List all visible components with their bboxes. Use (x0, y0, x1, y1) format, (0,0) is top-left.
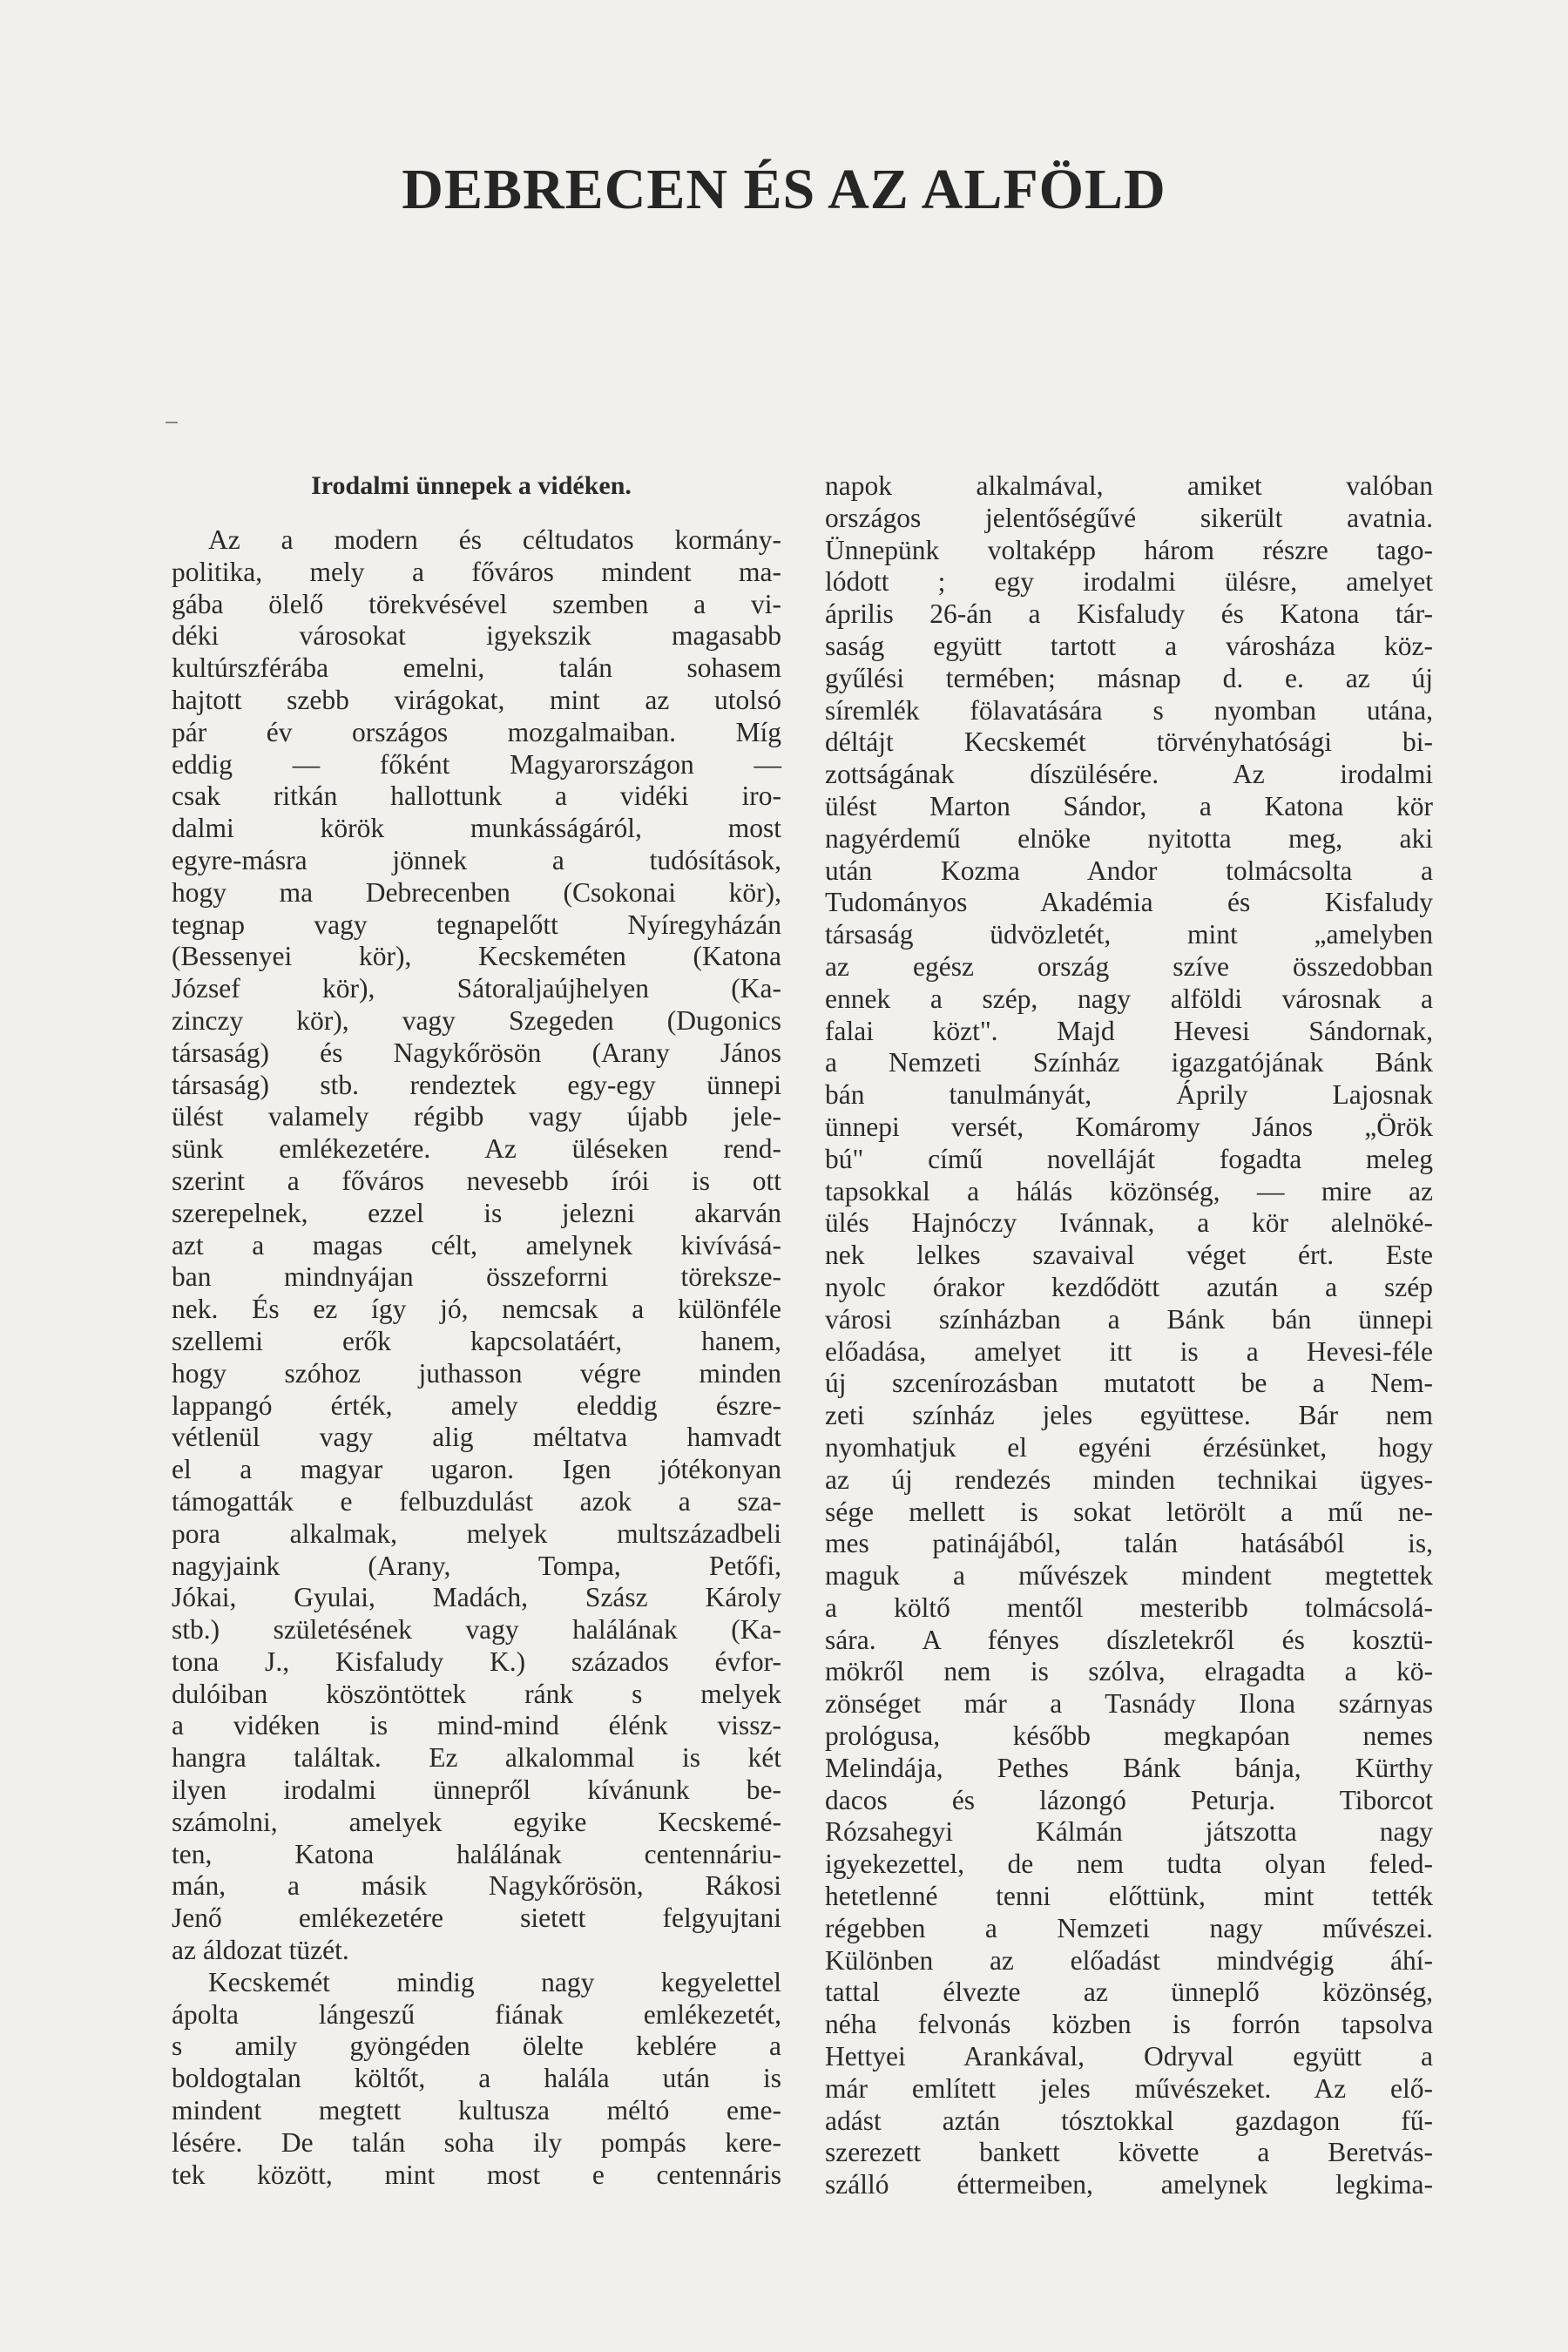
text-line: gába ölelő törekvésével szemben a vi- (172, 588, 781, 619)
text-line: sára. A fényes díszletekről és kosztü- (825, 1624, 1433, 1655)
text-line: szerint a főváros nevesebb írói is ott (172, 1165, 781, 1196)
text-line: adást aztán tósztokkal gazdagon fű- (825, 2105, 1433, 2136)
text-line: falai közt". Majd Hevesi Sándornak, (825, 1015, 1433, 1046)
text-line: dacos és lázongó Peturja. Tiborcot (825, 1784, 1433, 1815)
text-line: Az a modern és céltudatos kormány- (208, 524, 781, 555)
text-line: számolni, amelyek egyike Kecskemé- (172, 1806, 781, 1837)
text-line: társaság üdvözletét, mint „amelyben (825, 919, 1433, 950)
text-line: ülés Hajnóczy Ivánnak, a kör alelnöké- (825, 1207, 1433, 1239)
text-line: Különben az előadást mindvégig áhí- (825, 1944, 1433, 1976)
text-line: vétlenül vagy alig méltatva hamvadt (172, 1422, 781, 1453)
article-column-right (825, 470, 1433, 2201)
text-line: azt a magas célt, amelynek kivívásá- (172, 1229, 781, 1260)
text-line: ülést valamely régibb vagy újabb jele- (172, 1101, 781, 1132)
article-column-left (172, 470, 781, 2191)
text-line: hogy szóhoz juthasson végre minden (172, 1357, 781, 1389)
text-line: támogatták e felbuzdulást azok a sza- (172, 1485, 781, 1517)
text-line: maguk a művészek mindent megtettek (825, 1560, 1433, 1592)
text-line: ilyen irodalmi ünnepről kívánunk be- (172, 1774, 781, 1806)
text-line: Kecskemét mindig nagy kegyelettel (208, 1966, 781, 1997)
text-line: zönséget már a Tasnády Ilona szárnyas (825, 1688, 1433, 1720)
text-line: tek között, mint most e centennáris (172, 2159, 781, 2190)
text-line: mökről nem is szólva, elragadta a kö- (825, 1656, 1433, 1687)
text-line: mán, a másik Nagykőrösön, Rákosi (172, 1870, 781, 1902)
text-line: hangra találtak. Ez alkalommal is két (172, 1742, 781, 1774)
text-line: nyomhatjuk el egyéni érzésünket, hogy (825, 1431, 1433, 1463)
text-line: ünnepi versét, Komáromy János „Örök (825, 1111, 1433, 1142)
text-line: ápolta lángeszű fiának emlékezetét, (172, 1998, 781, 2030)
text-line: zeti színház jeles együttese. Bár nem (825, 1400, 1433, 1431)
text-line: síremlék fölavatására s nyomban utána, (825, 694, 1433, 726)
right-text (825, 470, 1433, 2201)
text-line: az új rendezés minden technikai ügyes- (825, 1463, 1433, 1495)
text-line: ten, Katona halálának centennáriu- (172, 1838, 781, 1869)
text-line: országos jelentőségűvé sikerült avatnia. (825, 502, 1433, 533)
text-line: politika, mely a főváros mindent ma- (172, 556, 781, 587)
text-line: hetetlenné tenni előttünk, mint tették (825, 1881, 1433, 1912)
text-line: pora alkalmak, melyek multszázadbeli (172, 1517, 781, 1549)
text-line: új szcenírozásban mutatott be a Nem- (825, 1368, 1433, 1399)
text-line: déltájt Kecskemét törvényhatósági bi- (825, 727, 1433, 758)
text-line: eddig — főként Magyarországon — (172, 748, 781, 780)
margin-mark (166, 422, 178, 423)
text-line: városi színházban a Bánk bán ünnepi (825, 1303, 1433, 1335)
text-line: prológusa, később megkapóan nemes (825, 1720, 1433, 1752)
text-line: után Kozma Andor tolmácsolta a (825, 855, 1433, 886)
text-line: tapsokkal a hálás közönség, — mire az (825, 1175, 1433, 1206)
text-line: szálló éttermeiben, amelynek legkima- (825, 2169, 1433, 2200)
text-line: tegnap vagy tegnapelőtt Nyíregyházán (172, 909, 781, 940)
text-line: Hettyei Arankával, Odryval együtt a (825, 2041, 1433, 2072)
text-line: igyekezettel, de nem tudta olyan feled- (825, 1848, 1433, 1880)
text-line: előadása, amelyet itt is a Hevesi-féle (825, 1335, 1433, 1367)
text-line: nagyjaink (Arany, Tompa, Petőfi, (172, 1550, 781, 1581)
text-line: társaság) stb. rendeztek egy-egy ünnepi (172, 1069, 781, 1100)
text-line: az egész ország szíve összedobban (825, 950, 1433, 982)
text-line: szerezett bankett követte a Beretvás- (825, 2137, 1433, 2168)
text-line: az áldozat tüzét. (172, 1935, 349, 1966)
text-line: sünk emlékezetére. Az üléseken rend- (172, 1133, 781, 1165)
text-line: tona J., Kisfaludy K.) százados évfor- (172, 1646, 781, 1677)
text-line: ennek a szép, nagy alföldi városnak a (825, 983, 1433, 1014)
text-line: Melindája, Pethes Bánk bánja, Kürthy (825, 1752, 1433, 1783)
text-line: kultúrszférába emelni, talán sohasem (172, 652, 781, 684)
text-line: Ünnepünk voltaképp három részre tago- (825, 534, 1433, 565)
text-line: boldogtalan költőt, a halála után is (172, 2063, 781, 2094)
text-line: s amily gyöngéden ölelte keblére a (172, 2031, 781, 2062)
text-line: nek. És ez így jó, nemcsak a különféle (172, 1294, 781, 1325)
text-line: bán tanulmányát, Áprily Lajosnak (825, 1079, 1433, 1111)
text-line: lódott ; egy irodalmi ülésre, amelyet (825, 566, 1433, 598)
text-line: szerepelnek, ezzel is jelezni akarván (172, 1197, 781, 1228)
text-line: el a magyar ugaron. Igen jótékonyan (172, 1454, 781, 1485)
text-line: ülést Marton Sándor, a Katona kör (825, 790, 1433, 821)
text-line: a vidéken is mind-mind élénk vissz- (172, 1710, 781, 1741)
text-line: egyre-másra jönnek a tudósítások, (172, 844, 781, 875)
text-line: a Nemzeti Színház igazgatójának Bánk (825, 1047, 1433, 1078)
text-line: gyűlési termében; másnap d. e. az új (825, 662, 1433, 693)
text-line: napok alkalmával, amiket valóban (825, 470, 1433, 501)
text-line: zinczy kör), vagy Szegeden (Dugonics (172, 1004, 781, 1036)
text-line: április 26-án a Kisfaludy és Katona tár- (825, 598, 1433, 630)
left-text (172, 524, 781, 2191)
text-line: mindent megtett kultusza méltó eme- (172, 2095, 781, 2126)
text-line: Rózsahegyi Kálmán játszotta nagy (825, 1816, 1433, 1848)
text-line: nek lelkes szavaival véget ért. Este (825, 1240, 1433, 1271)
text-line: pár év országos mozgalmaiban. Míg (172, 716, 781, 747)
text-line: zottságának díszülésére. Az irodalmi (825, 759, 1433, 790)
text-line: ban mindnyájan összeforrni töreksze- (172, 1261, 781, 1293)
text-line: déki városokat igyekszik magasabb (172, 620, 781, 652)
text-line: néha felvonás közben is forrón tapsolva (825, 2009, 1433, 2040)
text-line: lésére. De talán soha ily pompás kere- (172, 2126, 781, 2158)
text-line: nyolc órakor kezdődött azután a szép (825, 1271, 1433, 1302)
text-line: társaság) és Nagykőrösön (Arany János (172, 1037, 781, 1068)
text-line: csak ritkán hallottunk a vidéki iro- (172, 781, 781, 812)
text-line: dulóiban köszöntöttek ránk s melyek (172, 1678, 781, 1709)
text-line: Jenő emlékezetére sietett felgyujtani (172, 1903, 781, 1934)
text-line: hogy ma Debrecenben (Csokonai kör), (172, 876, 781, 908)
section-heading: Irodalmi ünnepek a vidéken. (311, 471, 632, 500)
text-line: mes patinájából, talán hatásából is, (825, 1528, 1433, 1559)
text-line: (Bessenyei kör), Kecskeméten (Katona (172, 941, 781, 972)
text-line: lappangó érték, amely eleddig észre- (172, 1389, 781, 1421)
text-line: szellemi erők kapcsolatáért, hanem, (172, 1325, 781, 1356)
text-line: bú" című novelláját fogadta meleg (825, 1143, 1433, 1174)
text-line: Tudományos Akadémia és Kisfaludy (825, 887, 1433, 918)
text-line: saság együtt tartott a városháza köz- (825, 630, 1433, 661)
text-line: stb.) születésének vagy halálának (Ka- (172, 1614, 781, 1646)
page-title: DEBRECEN ÉS AZ ALFÖLD (402, 158, 1166, 221)
text-line: sége mellett is sokat letörölt a mű ne- (825, 1496, 1433, 1527)
text-line: Jókai, Gyulai, Madách, Szász Károly (172, 1582, 781, 1613)
text-line: hajtott szebb virágokat, mint az utolsó (172, 684, 781, 715)
text-line: tattal élvezte az ünneplő közönség, (825, 1977, 1433, 2008)
text-line: már említett jeles művészeket. Az elő- (825, 2072, 1433, 2104)
text-line: József kör), Sátoraljaújhelyen (Ka- (172, 973, 781, 1004)
text-line: a költő mentől mesteribb tolmácsolá- (825, 1592, 1433, 1623)
text-line: nagyérdemű elnöke nyitotta meg, aki (825, 822, 1433, 854)
text-line: régebben a Nemzeti nagy művészei. (825, 1912, 1433, 1943)
text-line: dalmi körök munkásságáról, most (172, 813, 781, 844)
